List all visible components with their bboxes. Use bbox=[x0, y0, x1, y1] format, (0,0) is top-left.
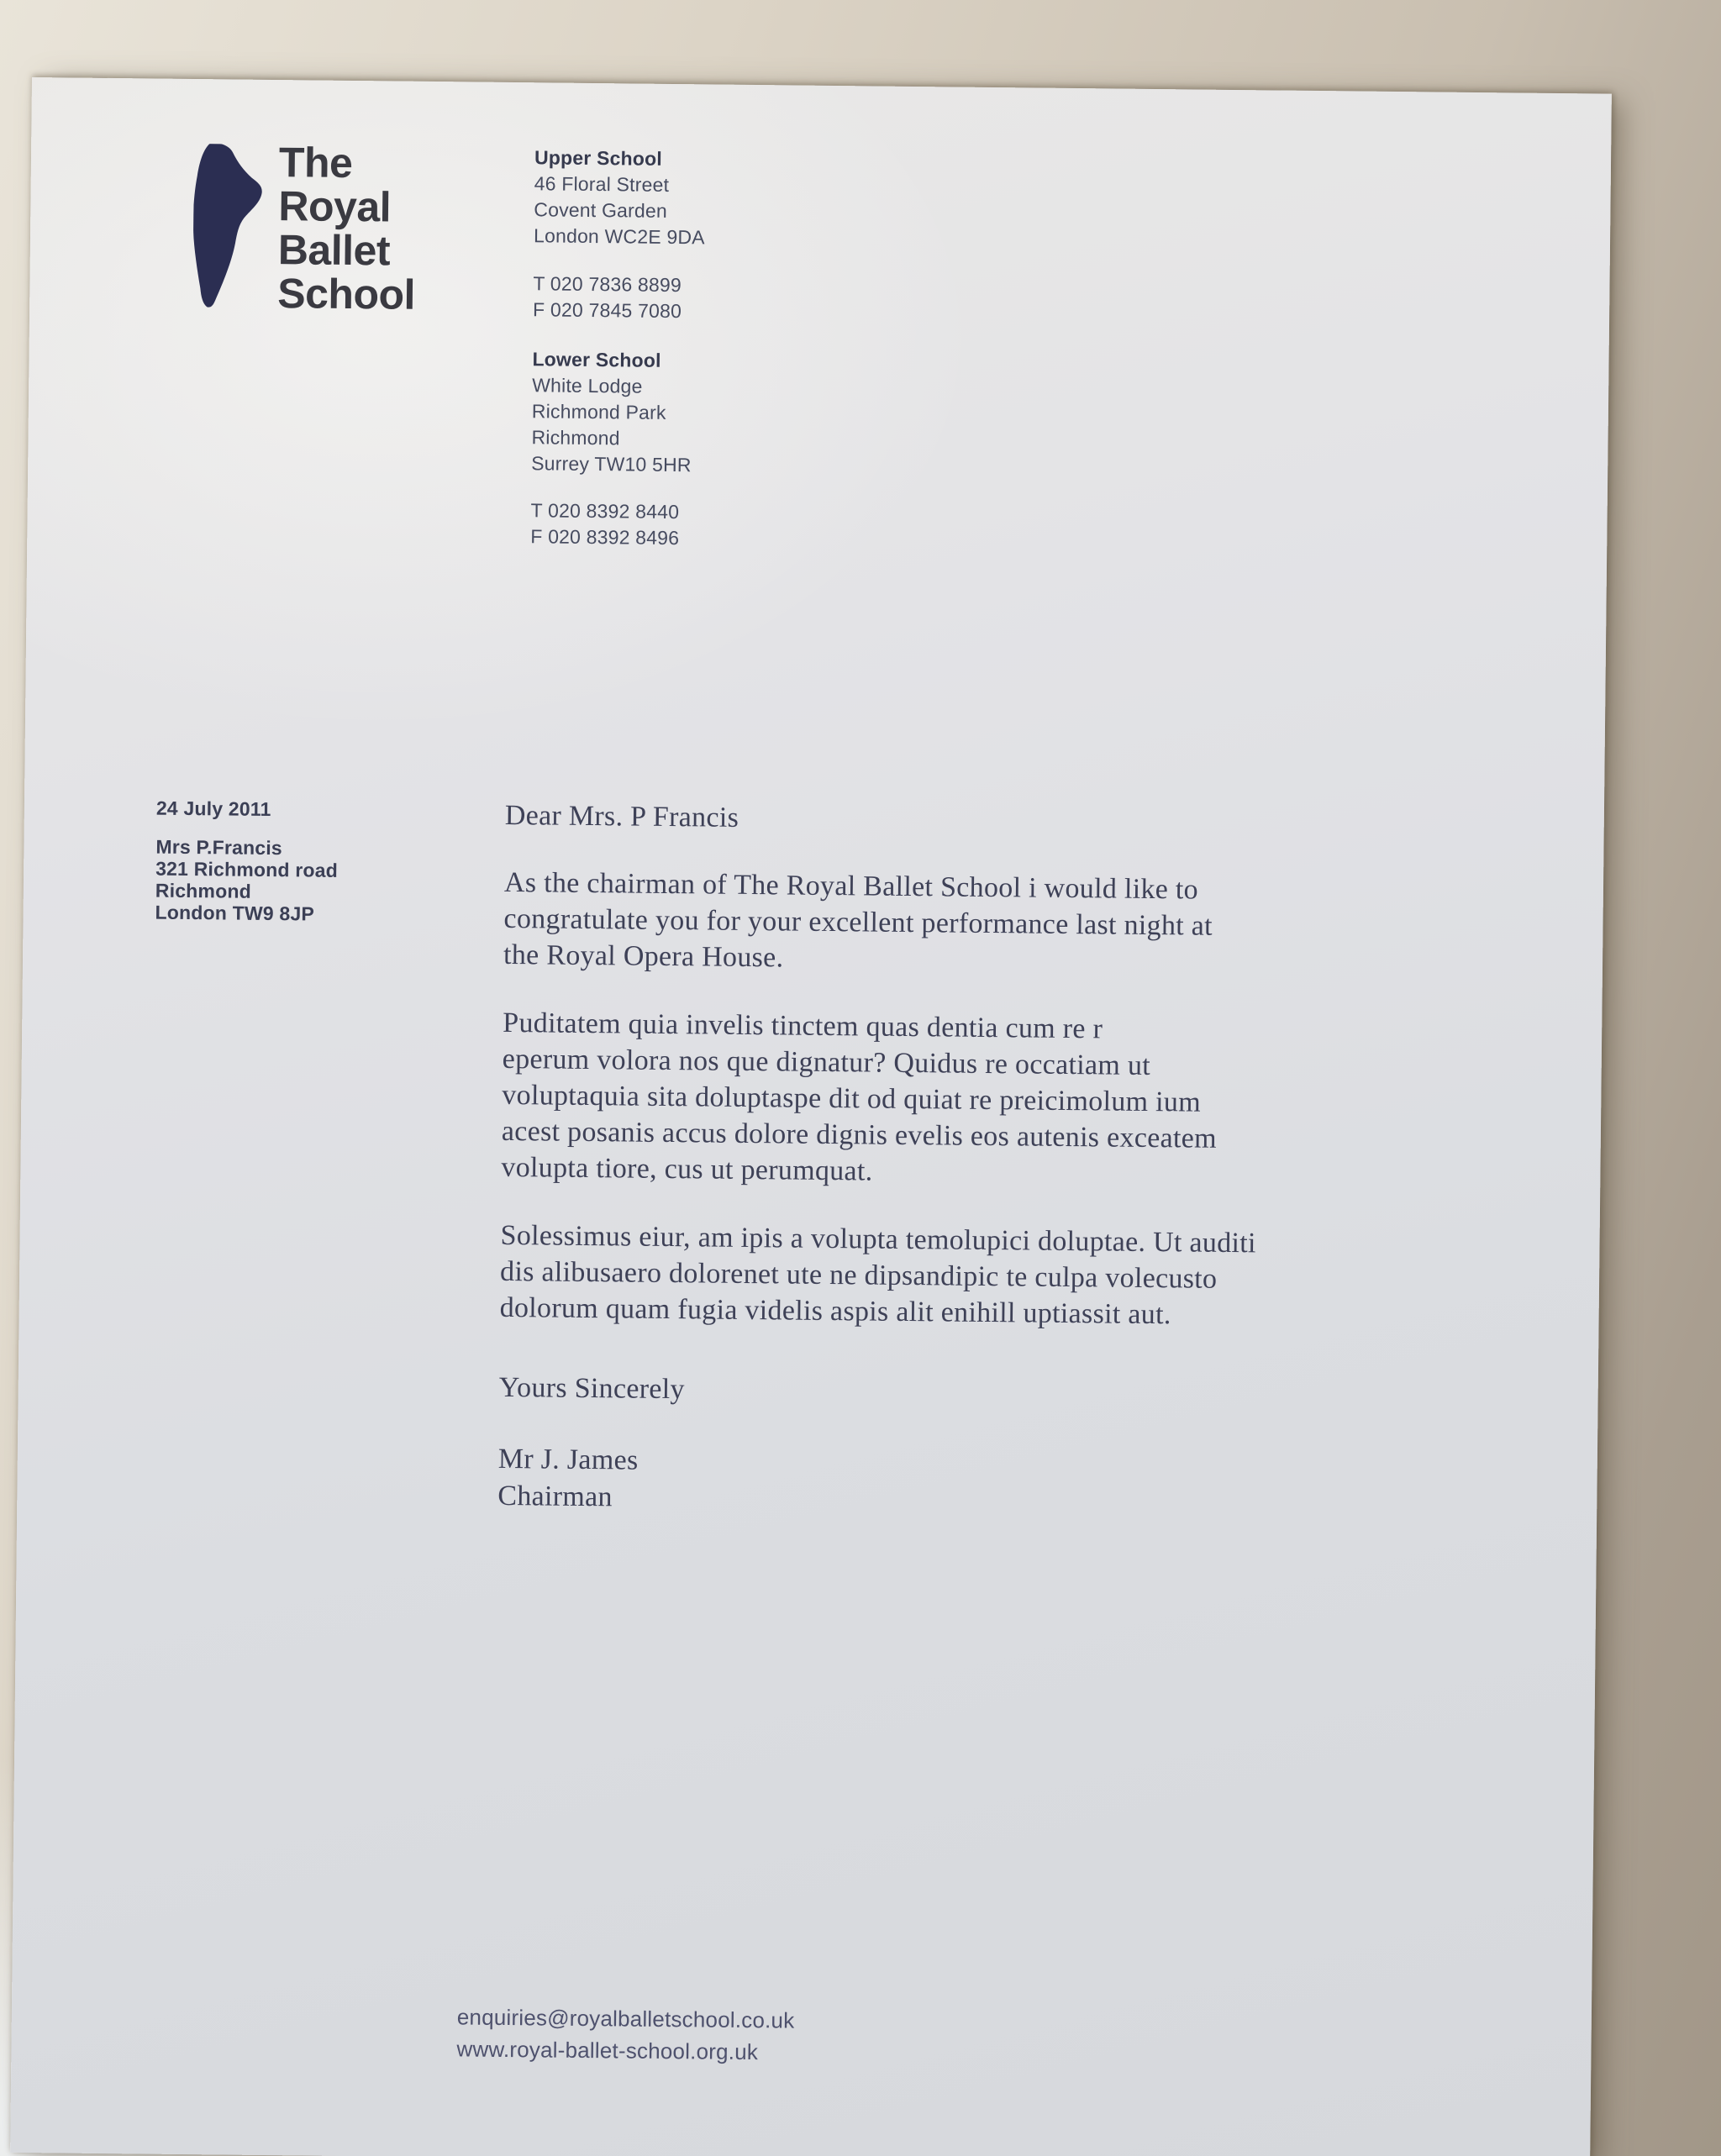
letter-paper bbox=[10, 77, 1612, 2156]
recipient-line: Richmond bbox=[155, 879, 252, 902]
recipient-line: 321 Richmond road bbox=[155, 857, 339, 881]
closing: Yours Sincerely bbox=[498, 1371, 685, 1406]
body-line: Solessimus eiur, am ipis a volupta temolupici doluptae. Ut auditi bbox=[500, 1219, 1256, 1259]
address-line: 46 Floral Street bbox=[534, 172, 670, 196]
body-paragraph bbox=[499, 1217, 1255, 1333]
address-line: Richmond bbox=[531, 426, 620, 450]
footer-website: www.royal-ballet-school.org.uk bbox=[456, 2036, 759, 2065]
letter-footer bbox=[456, 2001, 794, 2068]
school-logo-wordmark bbox=[277, 140, 417, 317]
logo-line: Ballet bbox=[277, 226, 391, 275]
letter-date: 24 July 2011 bbox=[155, 797, 271, 821]
logo-line: The bbox=[278, 139, 353, 187]
signature-block bbox=[497, 1441, 639, 1517]
address-line: Covent Garden bbox=[534, 198, 668, 222]
recipient-line: London TW9 8JP bbox=[155, 901, 315, 925]
recipient-line: Mrs P.Francis bbox=[155, 835, 283, 860]
body-line: voluptaquia sita doluptaspe dit od quiat re preicimolum ium bbox=[502, 1079, 1202, 1118]
lower-school-title: Lower School bbox=[532, 348, 661, 371]
body-line: dis alibusaero dolorenet ute ne dipsandipic te culpa volecusto bbox=[499, 1255, 1218, 1295]
salutation: Dear Mrs. P Francis bbox=[504, 799, 739, 833]
address-line: Surrey TW10 5HR bbox=[531, 452, 692, 476]
address-line: Richmond Park bbox=[531, 400, 666, 423]
upper-school-phones bbox=[533, 271, 682, 324]
address-line: White Lodge bbox=[532, 374, 643, 397]
footer-email: enquiries@royalballetschool.co.uk bbox=[456, 2004, 795, 2033]
signature-name: Mr J. James bbox=[497, 1443, 639, 1476]
logo-line: School bbox=[277, 270, 416, 318]
body-paragraph bbox=[501, 1005, 1218, 1193]
body-line: the Royal Opera House. bbox=[503, 939, 784, 974]
signature-title: Chairman bbox=[497, 1480, 613, 1513]
body-line: eperum volora nos que dignatur? Quidus re occatiam ut bbox=[502, 1043, 1151, 1082]
lower-school-address bbox=[531, 346, 692, 478]
upper-school-address bbox=[534, 145, 706, 250]
body-line: Puditatem quia invelis tinctem quas dentia cum re r bbox=[503, 1007, 1103, 1045]
lower-school-phones bbox=[530, 497, 680, 551]
body-line: congratulate you for your excellent performance last night at bbox=[503, 902, 1213, 942]
body-line: volupta tiore, cus ut perumquat. bbox=[501, 1151, 873, 1187]
logo-line: Royal bbox=[278, 182, 392, 231]
recipient-address bbox=[155, 836, 338, 925]
fax-line: F 020 7845 7080 bbox=[533, 298, 682, 323]
pointe-shoe-icon bbox=[192, 144, 263, 309]
phone-line: T 020 8392 8440 bbox=[530, 499, 680, 523]
body-line: dolorum quam fugia videlis aspis alit enihill uptiassit aut. bbox=[499, 1291, 1171, 1331]
body-line: acest posanis accus dolore dignis evelis eos autenis exceatem bbox=[501, 1115, 1218, 1154]
phone-line: T 020 7836 8899 bbox=[533, 272, 682, 297]
upper-school-title: Upper School bbox=[534, 146, 663, 170]
body-line: As the chairman of The Royal Ballet School i would like to bbox=[503, 866, 1199, 906]
body-paragraph bbox=[503, 865, 1213, 981]
fax-line: F 020 8392 8496 bbox=[530, 525, 680, 550]
address-line: London WC2E 9DA bbox=[533, 224, 705, 249]
